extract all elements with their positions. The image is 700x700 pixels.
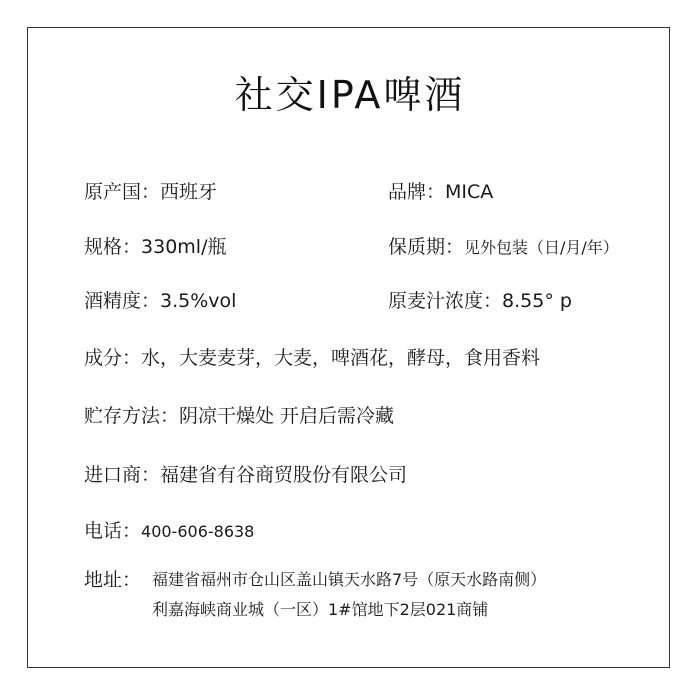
alcohol-value: 3.5%vol [160,290,237,312]
address-line-1: 福建省福州市仓山区盖山镇天水路7号（原天水路南侧） [152,570,547,589]
product-title: 社交IPA啤酒 [234,73,466,117]
importer-value: 福建省有谷商贸股份有限公司 [160,464,408,486]
brand-value: MICA [445,181,494,203]
phone-value: 400-606-8638 [141,522,255,541]
wort-label: 原麦汁浓度： [388,290,503,312]
origin-field [84,177,217,204]
shelf-life-field [388,232,619,259]
origin-label: 原产国： [84,181,161,203]
address-label: 地址： [84,569,142,591]
spec-field [84,232,226,259]
spec-value: 330ml/瓶 [141,236,227,258]
alcohol-label: 酒精度： [84,290,161,312]
ingredients-field [84,343,540,370]
ingredients-value: 水，大麦麦芽，大麦，啤酒花，酵母，食用香料 [141,347,541,369]
brand-label: 品牌： [388,181,446,203]
shelf-life-value: 见外包装（日/月/年） [464,238,619,257]
origin-value: 西班牙 [160,181,218,203]
importer-label: 进口商： [84,464,161,486]
address-line-2: 利嘉海峡商业城（一区）1#馆地下2层021商铺 [152,600,489,619]
ingredients-label: 成分： [84,347,142,369]
address-field [84,565,141,592]
phone-label: 电话： [84,520,142,542]
storage-value: 阴凉干燥处 开启后需冷藏 [179,405,395,427]
brand-field [388,177,493,204]
spec-label: 规格： [84,236,142,258]
alcohol-field [84,286,236,313]
wort-field [388,286,572,313]
shelf-life-label: 保质期： [388,236,465,258]
storage-label: 贮存方法： [84,405,180,427]
storage-field [84,401,394,428]
wort-value: 8.55° p [502,290,572,312]
phone-field [84,516,254,543]
importer-field [84,460,407,487]
